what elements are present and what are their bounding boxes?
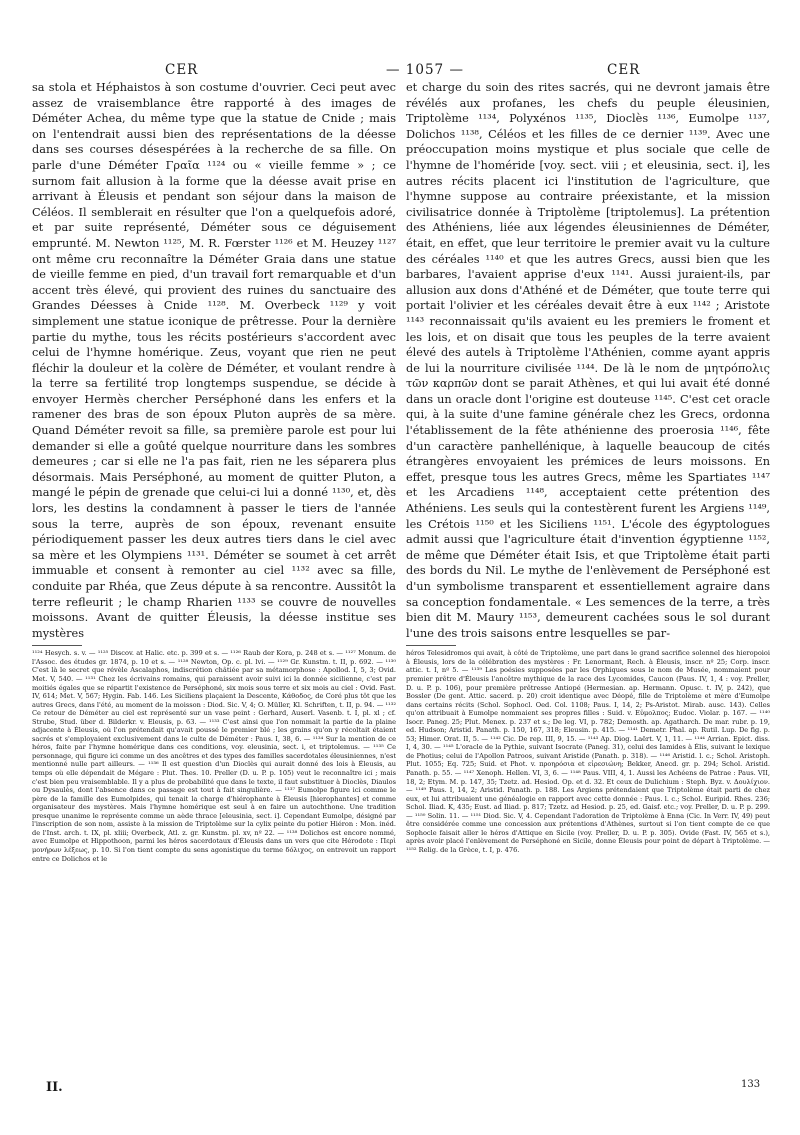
right-footnotes: héros Telesidromos qui avait, à côté de Triptolème, une part dans le grand sacrifice solennel des hieropoioi à Éleusis, lors de la célébration des mystères : Fr. Lenormant, Rech. à Éleusis, inscr. nº 25; Corp. inscr. attic. t. I, nº 5. — ¹¹³⁹ Les poésies supposées par les Orphiques sous le nom de Musée, nommaient pour premier prêtre d'Éleusis l'ancêtre mythique de la race des Lycomides, Caucon (Paus. IV, 1, 4 : voy. Preller, D. u. P. p. 106), pour première prêtresse Antiopé (Hermesian. ap. Hermann. Opusc. t. IV, p. 242), que Bossler (De gent. Attic. sacerd. p. 20) croit identique avec Déopé, fille de Triptolème et mère d'Eumolpe dans certains récits (Schol. Sophocl. Oed. Col. 1108; Paus. I, 14, 2; Ps-Aristot. Mirab. ausc. 143). Celles qu'on attribuait à Eumolpe nommaient ses propres filles : Suid. v. Εὐμολπος; Eudoc. Violar. p. 167. — ¹¹⁴⁰ Isocr. Paneg. 25; Plut. Menex. p. 237 et s.; De leg. VI, p. 782; Demosth. ap. Agatharch. De mar. rubr. p. 19, ed. Hudson; Aristid. Panath. p. 150, 167, 318; Eleusin. p. 415. — ¹¹⁴¹ Demetr. Phal. ap. Rutil. Lup. De fig. p. 53; Himer. Orat. II, 5. — ¹¹⁴² Cic. De rep. III, 9, 15. — ¹¹⁴³ Ap. Diog. Laërt. V, 1, 11. — ¹¹⁴⁴ Arrian. Epict. diss. I, 4, 30. — ¹¹⁴⁵ L'oracle de la Pythie, suivant Isocrate (Paneg. 31), celui des Iamides à Élis, suivant le lexique de Photius; celui de l'Apollon Patroos, suivant Aristide (Panath. p. 318). — ¹¹⁴⁶ Aristid. l. c.; Schol. Aristoph. Plut. 1055; Eq. 725; Suid. et Phot. v. προηρόσια et εἰρεσιώνη; Bekker, Anecd. gr. p. 294; Schol. Aristid. Panath. p. 55. — ¹¹⁴⁷ Xenoph. Hellen. VI, 3, 6. — ¹¹⁴⁸ Paus. VIII, 4, 1. Aussi les Achéens de Patrae : Paus. VII, 18, 2; Etym. M. p. 147, 35; Tzetz. ad. Hesiod. Op. et d. 32. Et ceux de Dulichium : Steph. Byz. v. Δουλίχιον. — ¹¹⁴⁹ Paus. I, 14, 2; Aristid. Panath. p. 188. Les Argiens prétendaient que Triptolème était parti de chez eux, et lui attribuaient une généalogie en rapport avec cette donnée : Paus. l. c.; Schol. Euripid. Rhes. 236; Schol. Iliad. K, 435; Eust. ad Iliad. p. 817; Tzetz. ad Hesiod. p. 25, ed. Gaisf. etc.; voy. Preller, D. u. P. p. 299. — ¹¹⁵⁰ Solin. 11. — ¹¹⁵¹ Diod. Sic. V, 4. Cependant l'adoration de Triptolème à Enna (Cic. In Verr. IV, 49) peut être considérée comme une concession aux prétentions d'Athènes, surtout si l'on tient compte de ce que Sophocle faisait aller le héros d'Attique en Sicile (voy. Preller, D. u. P. p. 305). Ovide (Fast. IV, 565 et s.), après avoir placé l'enlèvement de Perséphoné en Sicile, donne Éleusis pour point de départ à Triptolème. — ¹¹⁵² Relig. de la Grèce, t. I, p. 476.	[406, 649, 770, 854]
page-folio: — 1057 —	[386, 62, 464, 78]
footnote-rule-left	[32, 645, 82, 646]
left-column-text: sa stola et Héphaistos à son costume d'ouvrier. Ceci peut avec assez de vraisemblance être rapporté à des images de Déméter Achea, du même type que la statue de Cnide ; mais on l'entendrait aussi bien des représentations de la déesse dans ses courses désespérées à la recherche de sa fille. On parle d'une Déméter Γραῖα ¹¹²⁴ ou « vieille femme » ; ce surnom fait allusion à la forme que la déesse avait prise en arrivant à Éleusis et pendant son séjour dans la maison de Céléos. Il semblerait en résulter que l'on a quelquefois adoré, et par suite représenté, Déméter sous ce déguisement emprunté. M. Newton ¹¹²⁵, M. R. Fœrster ¹¹²⁶ et M. Heuzey ¹¹²⁷ ont même cru reconnaître la Déméter Graia dans une statue de vieille femme en pied, d'un travail fort remarquable et d'un accent très élevé, qui provient des ruines du sanctuaire des Grandes Déesses à Cnide ¹¹²⁸. M. Overbeck ¹¹²⁹ y voit simplement une statue iconique de prêtresse. Pour la dernière partie du mythe, tous les récits postérieurs s'accordent avec celui de l'hymne homérique. Zeus, voyant que rien ne peut fléchir la douleur et la colère de Déméter, et voulant rendre à la terre sa fertilité trop longtemps suspendue, se décide à envoyer Hermès chercher Perséphoné dans les enfers et la ramener des bras de son époux Pluton auprès de sa mère. Quand Déméter revoit sa fille, sa première parole est pour lui demander si elle a goûté quelque nourriture dans les sombres demeures ; car si elle ne l'a pas fait, rien ne les séparera plus désormais. Mais Perséphoné, au moment de quitter Pluton, a mangé le pépin de grenade que celui-ci lui a donné ¹¹³⁰, et, dès lors, les destins la condamnent à passer le tiers de l'année sous la terre, auprès de son époux, revenant ensuite périodiquement passer les deux autres tiers dans le ciel avec sa mère et les Olympiens ¹¹³¹. Déméter se soumet à cet arrêt immuable et consent à remonter au ciel ¹¹³² avec sa fille, conduite par Rhéa, que Zeus députe à sa rencontre. Aussitôt la terre refleurit ; le champ Rharien ¹¹³³ se couvre de nouvelles moissons. Avant de quitter Éleusis, la déesse institue ses mystères	[32, 81, 396, 640]
running-head-right: CER	[607, 62, 641, 78]
footnote-rule-right	[406, 645, 456, 646]
right-column	[406, 80, 770, 855]
right-column-text: et charge du soin des rites sacrés, qui ne devront jamais être révélés aux profanes, les chefs du peuple éleusinien, Triptolème ¹¹³⁴, Polyxénos ¹¹³⁵, Dioclès ¹¹³⁶, Eumolpe ¹¹³⁷, Dolichos ¹¹³⁸, Céléos et les filles de ce dernier ¹¹³⁹. Avec une préoccupation moins mystique et plus sociale que celle de l'hymne de l'homéride [voy. sect. viii ; et eleusinia, sect. i], les autres récits placent ici l'institution de l'agriculture, que l'hymne suppose au contraire préexistante, et la mission civilisatrice donnée à Triptolème [triptolemus]. La prétention des Athéniens, liée aux légendes éleusiniennes de Déméter, était, en effet, que leur territoire le premier avait vu la culture des céréales ¹¹⁴⁰ et que les autres Grecs, aussi bien que les barbares, l'avaient apprise d'eux ¹¹⁴¹. Aussi juraient-ils, par allusion aux dons d'Athéné et de Déméter, que toute terre qui portait l'olivier et les céréales devait être à eux ¹¹⁴² ; Aristote ¹¹⁴³ reconnaissait qu'ils avaient eu les premiers le froment et les lois, et on disait que tous les peuples de la terre avaient élevé des autels à Triptolème l'Athénien, comme ayant appris de lui la nourriture civilisée ¹¹⁴⁴. De là le nom de μητρόπολις τῶν καρπῶν dont se parait Athènes, et qui lui avait été donné dans un oracle dont l'origine est douteuse ¹¹⁴⁵. C'est cet oracle qui, à la suite d'une famine générale chez les Grecs, ordonna l'établissement de la fête athénienne des proerosia ¹¹⁴⁶, fête d'un caractère panhellénique, à laquelle beaucoup de cités étrangères envoyaient les prémices de leurs moissons. En effet, presque tous les autres Grecs, même les Spartiates ¹¹⁴⁷ et les Arcadiens ¹¹⁴⁸, acceptaient cette prétention des Athéniens. Les seuls qui la contestèrent furent les Argiens ¹¹⁴⁹, les Crétois ¹¹⁵⁰ et les Siciliens ¹¹⁵¹. L'école des égyptologues admit aussi que l'agriculture était d'invention égyptienne ¹¹⁵², de même que Déméter était Isis, et que Triptolème était parti des bords du Nil. Le mythe de l'enlèvement de Perséphoné est d'un symbolisme transparent et essentiellement agraire dans sa conception fondamentale. « Les semences de la terre, a très bien dit M. Maury ¹¹⁵³, demeurent cachées sous le sol durant l'une des trois saisons entre lesquelles se par-	[406, 81, 770, 640]
left-footnotes: ¹¹²⁴ Hesych. s. v. — ¹¹²⁵ Discov. at Halic. etc. p. 399 et s. — ¹¹²⁶ Raub der Kora, p. 248 et s. — ¹¹²⁷ Monum. de l'Assoc. des études gr. 1874, p. 10 et s. — ¹¹²⁸ Newton, Op. c. pl. lvi. — ¹¹²⁹ Gr. Kunstm. t. II, p. 692. — ¹¹³⁰ C'est là le secret que révèle Ascalaphos, indiscrétion châtiée par sa métamorphose : Apollod. I, 5, 3; Ovid. Met. V, 540. — ¹¹³¹ Chez les écrivains romains, qui paraissent avoir suivi ici la donnée sicilienne, c'est par moitiés égales que se répartit l'existence de Perséphoné, six mois sous terre et six mois au ciel : Ovid. Fast. IV, 614; Met. V, 567; Hygin. Fab. 146. Les Siciliens plaçaient la Descente, Κάθοδος, de Coré plus tôt que les autres Grecs, dans l'été, au moment de la moisson : Diod. Sic. V, 4; O. Müller, Kl. Schriften, t. II, p. 94. — ¹¹³² Ce retour de Déméter au ciel est représenté sur un vase peint : Gerhard, Auserl. Vasenb. t. I, pl. xl ; cf. Strube, Stud. über d. Bilderkr. v. Eleusis, p. 63. — ¹¹³³ C'est ainsi que l'on nommait la partie de la plaine adjacente à Éleusis, où l'on prétendait qu'avait poussé le premier blé ; les grains qu'on y récoltait étaient sacrés et s'employaient exclusivement dans le culte de Déméter : Paus. I, 38, 6. — ¹¹³⁴ Sur la mention de ce héros, faite par l'hymne homérique dans ces conditions, voy. eleusinia, sect. i, et triptolemus. — ¹¹³⁵ Ce personnage, qui figure ici comme un des ancêtres et des types des familles sacerdotales éleusiniennes, n'est mentionné nulle part ailleurs. — ¹¹³⁶ Il est question d'un Dioclès qui aurait donné des lois à Éleusis, au temps où elle dépendait de Mégare : Plut. Thes. 10. Preller (D. u. P. p. 105) veut le reconnaître ici ; mais c'est bien peu vraisemblable. Il y a plus de probabilité que dans le texte, il faut substituer à Dioclès, Diaulos ou Dysaulès, dont l'absence dans ce passage est tout à fait singulière. — ¹¹³⁷ Eumolpe figure ici comme le père de la famille des Eumolpides, qui tenait la charge d'hiérophante à Éleusis [hierophantes] et comme organisateur des mystères. Mais l'hymne homérique est seul à en faire un autochthone. Une tradition presque unanime le représente comme un aède thrace [eleusinia, sect. i]. Cependant Eumolpe, désigné par l'inscription de son nom, assiste à la mission de Triptolème sur la cylix peinte du potier Hiéron : Mon. inéd. de l'Inst. arch. t. IX, pl. xliii; Overbeck, Atl. z. gr. Kunstm. pl. xv, nº 22. — ¹¹³⁸ Dolichos est encore nommé, avec Eumolpe et Hippothoon, parmi les héros sacerdotaux d'Éleusis dans un vers que cite Hérodote : Περὶ μονήρων λέξεως, p. 10. Si l'on tient compte du sens agonistique du terme δόλιχος, on entrevoit un rapport entre ce Dolichos et le	[32, 649, 396, 863]
running-head-left: CER	[165, 62, 199, 78]
signature-mark: II.	[46, 1080, 63, 1095]
left-column	[32, 80, 396, 863]
page-number: 133	[741, 1079, 761, 1090]
